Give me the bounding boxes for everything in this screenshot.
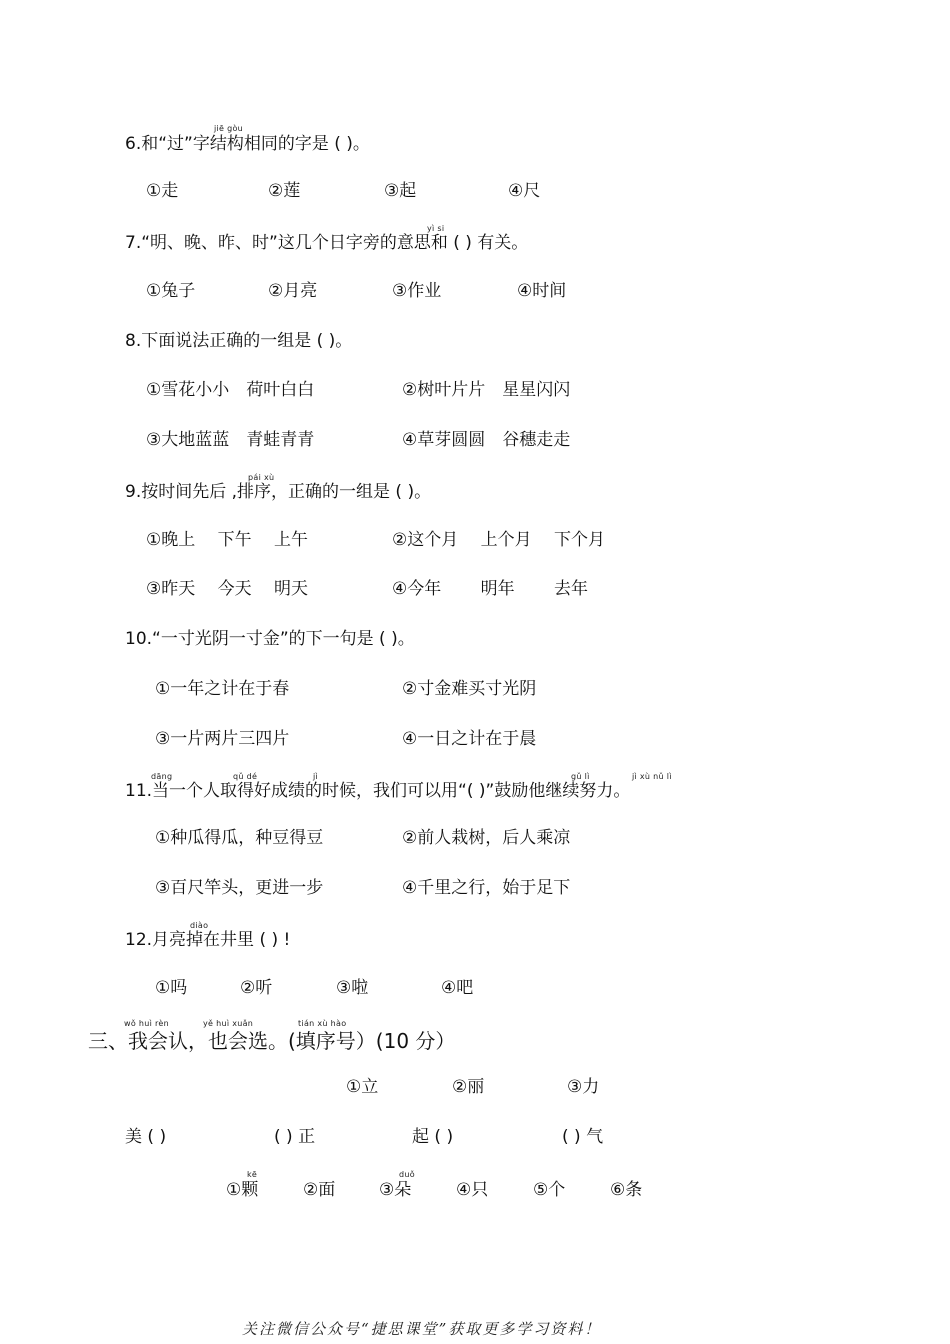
section3-choice-2: ②丽 <box>452 1077 485 1097</box>
q7-question: 7.“明、晚、昨、时”这几个日字旁的意思和 ( ) 有关。 <box>125 233 529 253</box>
q7-pinyin: yì si <box>427 224 445 233</box>
section3-choice-1: ①立 <box>346 1077 379 1097</box>
q12-pinyin: diào <box>190 921 209 930</box>
q11-option-1: ①种瓜得瓜，种豆得豆 <box>155 828 324 848</box>
q11-option-2: ②前人栽树，后人乘凉 <box>402 828 571 848</box>
section3-choice2-pinyin-2: duǒ <box>399 1170 415 1179</box>
q6-option-2: ②莲 <box>268 181 301 201</box>
q10-option-3: ③一片两片三四片 <box>155 729 290 749</box>
q6-pinyin: jiē gòu <box>214 124 244 133</box>
q7-option-4: ④时间 <box>517 281 567 301</box>
footer-note: 关注微信公众号“捷思课堂”获取更多学习资料！ <box>242 1320 602 1338</box>
q12-option-1: ①吗 <box>155 978 188 998</box>
q6-option-1: ①走 <box>146 181 179 201</box>
q11-pinyin-1: dāng <box>151 772 173 781</box>
q11-pinyin-3: jì <box>313 772 319 781</box>
q7-option-2: ②月亮 <box>268 281 318 301</box>
q11-option-3: ③百尺竿头，更进一步 <box>155 878 324 898</box>
section3-blank-1: 美 ( ) <box>125 1127 167 1147</box>
section3-blank-3: 起 ( ) <box>412 1127 454 1147</box>
q9-option-3: ③昨天 今天 明天 <box>146 579 309 599</box>
q8-question: 8.下面说法正确的一组是 ( )。 <box>125 331 353 351</box>
section3-pinyin-2: yě huì xuǎn <box>203 1019 254 1028</box>
q12-question: 12.月亮掉在井里 ( ) ! <box>125 930 291 950</box>
q12-option-2: ②听 <box>240 978 273 998</box>
q6-option-3: ③起 <box>384 181 417 201</box>
q8-option-2: ②树叶片片 星星闪闪 <box>402 380 571 400</box>
section3-choice2-3: ③朵 <box>379 1180 412 1200</box>
section3-pinyin-3: tián xù hào <box>298 1019 347 1028</box>
section3-choice2-4: ④只 <box>456 1180 489 1200</box>
q7-option-3: ③作业 <box>392 281 442 301</box>
section3-choice2-6: ⑥条 <box>610 1180 643 1200</box>
section3-choice2-5: ⑤个 <box>533 1180 566 1200</box>
q11-option-4: ④千里之行，始于足下 <box>402 878 571 898</box>
q11-pinyin-2: qǔ dé <box>233 772 258 781</box>
q11-question: 11.当一个人取得好成绩的时候，我们可以用“( )”鼓励他继续努力。 <box>125 781 631 801</box>
section3-choice-3: ③力 <box>567 1077 600 1097</box>
section3-blank-4: ( ) 气 <box>562 1127 604 1147</box>
section3-blank-2: ( ) 正 <box>274 1127 316 1147</box>
q6-question: 6.和“过”字结构相同的字是 ( )。 <box>125 134 370 154</box>
q9-pinyin: pái xù <box>248 473 275 482</box>
section3-choice2-pinyin-1: kē <box>247 1170 258 1179</box>
section3-pinyin-1: wǒ huì rèn <box>124 1019 169 1028</box>
q10-question: 10.“一寸光阴一寸金”的下一句是 ( )。 <box>125 629 415 649</box>
q11-pinyin-4: gǔ lì <box>571 772 590 781</box>
q10-option-1: ①一年之计在于春 <box>155 679 290 699</box>
q9-option-1: ①晚上 下午 上午 <box>146 530 309 550</box>
section3-title: 三、我会认，也会选。(填序号）(10 分） <box>88 1029 456 1053</box>
q8-option-4: ④草芽圆圆 谷穗走走 <box>402 430 571 450</box>
q9-option-2: ②这个月 上个月 下个月 <box>392 530 606 550</box>
section3-choice2-2: ②面 <box>303 1180 336 1200</box>
q12-option-4: ④吧 <box>441 978 474 998</box>
q9-question: 9.按时间先后 ,排序，正确的一组是 ( )。 <box>125 482 432 502</box>
q7-option-1: ①兔子 <box>146 281 196 301</box>
q8-option-3: ③大地蓝蓝 青蛙青青 <box>146 430 315 450</box>
q12-option-3: ③啦 <box>336 978 369 998</box>
q6-option-4: ④尺 <box>508 181 541 201</box>
q10-option-4: ④一日之计在于晨 <box>402 729 537 749</box>
q10-option-2: ②寸金难买寸光阴 <box>402 679 537 699</box>
q11-pinyin-5: jì xù nǔ lì <box>632 772 672 781</box>
q8-option-1: ①雪花小小 荷叶白白 <box>146 380 315 400</box>
q9-option-4: ④今年 明年 去年 <box>392 579 589 599</box>
section3-choice2-1: ①颗 <box>226 1180 259 1200</box>
